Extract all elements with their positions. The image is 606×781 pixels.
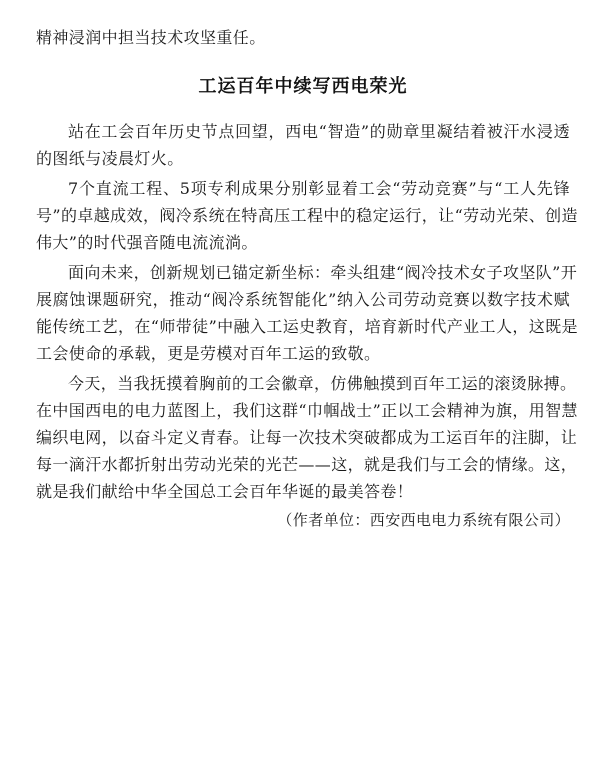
paragraph-line: 在中国西电的电力蓝图上，我们这群“巾帼战士”正以工会精神为旗，用智慧	[36, 401, 578, 420]
paragraph-line: 站在工会百年历史节点回望，西电“智造”的勋章里凝结着被汗水浸透	[68, 122, 570, 141]
paragraph-3	[36, 259, 578, 367]
paragraph-1	[36, 118, 570, 172]
paragraph-line: 编织电网，以奋斗定义青春。让每一次技术突破都成为工运百年的注脚，让	[36, 428, 578, 447]
paragraph-line: 每一滴汗水都折射出劳动光荣的光芒——这，就是我们与工会的情缘。这，	[36, 455, 578, 474]
paragraph-line: 号”的卓越成效，阀冷系统在特高压工程中的稳定运行，让“劳动光荣、创造	[36, 206, 578, 225]
paragraph-line: 的图纸与凌晨灯火。	[36, 149, 184, 168]
paragraph-line: 伟大”的时代强音随电流流淌。	[36, 233, 258, 252]
author-affiliation: （作者单位：西安西电电力系统有限公司）	[277, 511, 570, 529]
paragraph-line: 7个直流工程、5项专利成果分别彰显着工会“劳动竞赛”与“工人先锋	[68, 179, 570, 198]
article-page	[36, 24, 578, 534]
intro-tail-line: 精神浸润中担当技术攻坚重任。	[36, 28, 266, 47]
paragraph-line: 展腐蚀课题研究，推动“阀冷系统智能化”纳入公司劳动竞赛以数字技术赋	[36, 290, 570, 309]
paragraph-line: 面向未来，创新规划已锚定新坐标：牵头组建“阀冷技术女子攻坚队”开	[68, 263, 578, 282]
paragraph-2	[36, 175, 578, 256]
paragraph-line: 今天，当我抚摸着胸前的工会徽章，仿佛触摸到百年工运的滚烫脉搏。	[68, 374, 577, 393]
paragraph-4	[36, 370, 578, 505]
paragraph-line: 工会使命的承载，更是劳模对百年工运的致敬。	[36, 344, 381, 363]
paragraph-line: 就是我们献给中华全国总工会百年华诞的最美答卷！	[36, 482, 414, 501]
paragraph-line: 能传统工艺，在“师带徒”中融入工运史教育，培育新时代产业工人，这既是	[36, 317, 578, 336]
section-title: 工运百年中续写西电荣光	[198, 76, 408, 97]
